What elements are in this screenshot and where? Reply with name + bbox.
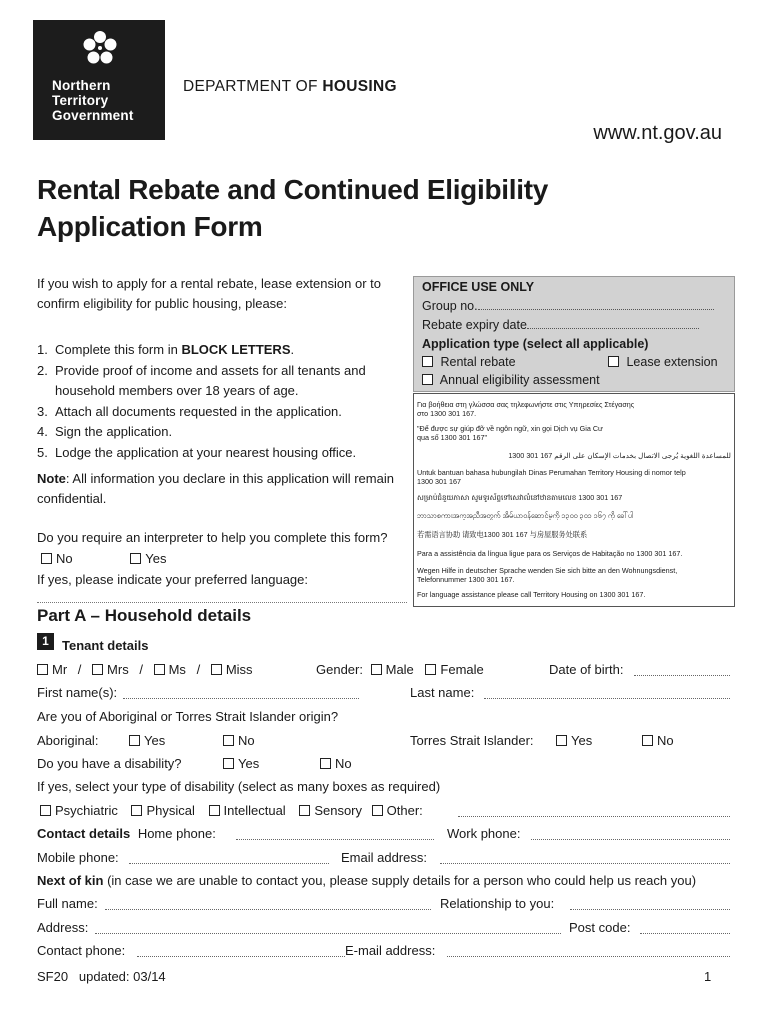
work-phone-input[interactable] <box>531 839 730 840</box>
checkbox-label: Rental rebate <box>440 355 516 369</box>
aboriginal-no-checkbox[interactable] <box>223 733 255 748</box>
next-of-kin-row <box>37 873 696 888</box>
sensory-checkbox[interactable] <box>299 803 362 818</box>
checkbox-icon[interactable] <box>131 805 142 816</box>
section-number-badge: 1 <box>37 633 54 650</box>
language-vietnamese-number: qua số 1300 301 167" <box>417 433 488 442</box>
language-burmese: ဘာသာစကားအကူအညီအတွက် အိမ်ယာဝန်ဆောင်မှုကို ၁၃၀၀ ၃၀၁ ၁၆၇ ကို ခေါ်ပါ <box>417 511 634 520</box>
separator: / <box>139 662 143 677</box>
checkbox-label: Other: <box>386 803 423 818</box>
step-number: 1. <box>37 342 48 357</box>
disability-options <box>40 803 423 818</box>
intellectual-checkbox[interactable] <box>209 803 286 818</box>
checkbox-label: Sensory <box>314 803 363 818</box>
next-of-kin-heading: Next of kin <box>37 873 104 888</box>
step-bold-text: BLOCK LETTERS <box>181 342 291 357</box>
gender-male-checkbox[interactable] <box>371 662 414 677</box>
checkbox-label: Annual eligibility assessment <box>439 373 600 387</box>
step-text: . <box>290 342 295 357</box>
form-title <box>37 171 548 245</box>
interpreter-yes-checkbox[interactable] <box>130 551 166 566</box>
checkbox-icon[interactable] <box>299 805 310 816</box>
checkbox-icon[interactable] <box>425 664 436 675</box>
department-bold: HOUSING <box>322 78 397 95</box>
checkbox-icon[interactable] <box>422 374 433 385</box>
checkbox-icon[interactable] <box>320 758 331 769</box>
home-phone-label: Home phone: <box>137 826 216 841</box>
flower-emblem-icon <box>82 30 118 66</box>
checkbox-icon[interactable] <box>642 735 653 746</box>
checkbox-label: Lease extension <box>626 355 718 369</box>
office-use-box <box>413 276 735 392</box>
language-khmer: សម្រាប់ជំនួយភាសា សូមទូរស័ព្ទទៅសេវាលំនៅឋានតាមលេខ 1300 301 167 <box>417 493 623 502</box>
step-1 <box>37 340 407 361</box>
mobile-phone-input[interactable] <box>129 863 329 864</box>
step-number: 2. <box>37 362 48 378</box>
annual-assessment-checkbox[interactable] <box>422 373 600 387</box>
rebate-expiry-label: Rebate expiry date <box>422 318 527 332</box>
checkbox-icon[interactable] <box>608 356 619 367</box>
group-no-label: Group no. <box>422 299 478 313</box>
title-options <box>37 662 253 677</box>
department-prefix: DEPARTMENT OF <box>183 78 318 95</box>
checkbox-label: Mr <box>52 662 68 677</box>
step-3 <box>37 402 407 423</box>
disability-type-instruction: If yes, select your type of disability (select as many boxes as required) <box>37 779 441 794</box>
relationship-input[interactable] <box>570 909 730 910</box>
home-phone-input[interactable] <box>236 839 434 840</box>
step-number: 5. <box>37 444 48 460</box>
checkbox-icon[interactable] <box>422 356 433 367</box>
checkbox-icon[interactable] <box>41 553 52 564</box>
language-portuguese: Para a assistência da língua ligue para os Serviços de Habitação no 1300 301 167. <box>417 549 683 558</box>
nt-government-logo <box>33 20 165 140</box>
checkbox-label: Yes <box>571 733 593 748</box>
form-title-line2: Application Form <box>37 211 263 242</box>
first-names-input[interactable] <box>123 698 359 699</box>
logo-text-line3: Government <box>52 108 134 123</box>
torres-strait-label: Torres Strait Islander: <box>410 733 534 748</box>
checkbox-label: No <box>56 551 73 566</box>
kin-address-input[interactable] <box>95 933 561 934</box>
mobile-phone-label: Mobile phone: <box>37 850 119 865</box>
title-mrs-checkbox[interactable] <box>92 662 129 677</box>
language-greek: Για βοήθεια στη γλώσσα σας τηλεφωνήστε στις Υπηρεσίες Στέγασης <box>417 400 635 409</box>
checkbox-label: Yes <box>144 733 166 748</box>
checkbox-icon[interactable] <box>371 664 382 675</box>
kin-address-label: Address: <box>37 920 89 935</box>
kin-full-name-label: Full name: <box>37 896 98 911</box>
language-assistance-box <box>413 393 735 607</box>
tenant-details-heading: Tenant details <box>62 638 149 653</box>
disability-question: Do you have a disability? <box>37 756 182 771</box>
language-indonesian: Untuk bantuan bahasa hubungilah Dinas Perumahan Territory Housing di nomor telp <box>417 468 686 477</box>
checkbox-label: No <box>657 733 674 748</box>
kin-contact-phone-label: Contact phone: <box>37 943 126 958</box>
step-number: 3. <box>37 403 48 419</box>
email-address-input[interactable] <box>440 863 730 864</box>
note-label: Note <box>37 471 66 486</box>
office-use-heading: OFFICE USE ONLY <box>422 280 535 294</box>
language-vietnamese: "Để được sự giúp đỡ về ngôn ngữ, xin gọi Dịch vụ Gia Cư <box>417 424 603 433</box>
checkbox-icon[interactable] <box>556 735 567 746</box>
step-text: Sign the application. <box>55 424 173 439</box>
preferred-language-prompt: If yes, please indicate your preferred language: <box>37 572 309 587</box>
logo-text-line2: Territory <box>52 93 109 108</box>
post-code-input[interactable] <box>640 933 730 934</box>
checkbox-icon[interactable] <box>129 735 140 746</box>
checkbox-label: Yes <box>145 551 167 566</box>
language-field-line[interactable] <box>37 602 407 603</box>
gender-label: Gender: <box>316 662 363 677</box>
checkbox-label: Female <box>440 662 484 677</box>
other-checkbox[interactable] <box>372 803 423 818</box>
logo-text-line1: Northern <box>52 78 111 93</box>
rebate-expiry-field[interactable] <box>422 318 699 332</box>
aboriginal-yes-checkbox[interactable] <box>129 733 165 748</box>
interpreter-question <box>37 527 407 590</box>
date-of-birth-input[interactable] <box>634 675 730 676</box>
intro-text: If you wish to apply for a rental rebate, lease extension or to confirm eligibility for public housing, please: <box>37 276 381 311</box>
department-name <box>183 78 397 96</box>
psychiatric-checkbox[interactable] <box>40 803 118 818</box>
kin-full-name-input[interactable] <box>105 909 431 910</box>
kin-email-label: E-mail address: <box>345 943 436 958</box>
checkbox-icon[interactable] <box>209 805 220 816</box>
gender-female-checkbox[interactable] <box>425 662 483 677</box>
checkbox-label: Psychiatric <box>55 803 118 818</box>
step-5 <box>37 443 407 464</box>
gender-field <box>316 662 484 677</box>
checkbox-label: Ms <box>168 662 186 677</box>
relationship-label: Relationship to you: <box>440 896 555 911</box>
kin-email-input[interactable] <box>447 956 730 957</box>
other-disability-input[interactable] <box>458 816 730 817</box>
next-of-kin-note: (in case we are unable to contact you, please supply details for a person who could help us reach you) <box>103 873 697 888</box>
checkbox-icon[interactable] <box>92 664 103 675</box>
group-no-field[interactable] <box>422 299 714 313</box>
disability-no-checkbox[interactable] <box>320 756 352 771</box>
physical-checkbox[interactable] <box>131 803 194 818</box>
checkbox-label: Yes <box>238 756 260 771</box>
step-text: Complete this form in <box>55 342 182 357</box>
step-2 <box>37 361 407 402</box>
work-phone-label: Work phone: <box>447 826 521 841</box>
checkbox-label: Male <box>385 662 414 677</box>
rebate-expiry-input[interactable] <box>527 328 699 329</box>
torres-yes-checkbox[interactable] <box>556 733 592 748</box>
post-code-label: Post code: <box>569 920 631 935</box>
contact-details-heading: Contact details <box>37 826 131 841</box>
lease-extension-checkbox[interactable] <box>608 355 718 369</box>
step-number: 4. <box>37 424 48 439</box>
checkbox-label: Physical <box>146 803 195 818</box>
separator: / <box>77 662 82 677</box>
interpreter-no-checkbox[interactable] <box>41 551 73 566</box>
checkbox-icon[interactable] <box>37 664 48 675</box>
checkbox-icon[interactable] <box>154 664 165 675</box>
note-text: : All information you declare in this application will remain confidential. <box>37 471 394 506</box>
torres-no-checkbox[interactable] <box>642 733 674 748</box>
step-4 <box>37 422 407 443</box>
contact-details-row <box>37 826 216 841</box>
step-text: Provide proof of income and assets for all tenants and household members over 18 years of age. <box>55 362 366 398</box>
language-german-number: Telefonnummer 1300 301 167. <box>417 575 515 584</box>
first-names-label: First name(s): <box>37 685 118 700</box>
title-ms-checkbox[interactable] <box>154 662 186 677</box>
checkbox-icon[interactable] <box>223 735 234 746</box>
language-english: For language assistance please call Territory Housing on 1300 301 167. <box>417 590 646 599</box>
interpreter-question-text: Do you require an interpreter to help you complete this form? <box>37 530 388 545</box>
aboriginal-label: Aboriginal: <box>37 733 99 748</box>
title-miss-checkbox[interactable] <box>211 662 253 677</box>
checkbox-label: No <box>335 756 352 771</box>
disability-yes-checkbox[interactable] <box>223 756 259 771</box>
language-arabic: للمساعدة اللغوية يُرجى الاتصال بخدمات الإسكان على الرقم 167 301 1300 <box>508 451 731 460</box>
website-url[interactable]: www.nt.gov.au <box>593 122 722 144</box>
date-of-birth-label: Date of birth: <box>549 662 624 677</box>
last-name-label: Last name: <box>410 685 475 700</box>
group-no-input[interactable] <box>478 309 714 310</box>
language-german: Wegen Hilfe in deutscher Sprache wenden Sie sich bitte an den Wohnungsdienst, <box>417 566 678 575</box>
language-greek-number: στο 1300 301 167. <box>417 409 477 418</box>
form-id-footer: SF20 updated: 03/14 <box>37 969 166 984</box>
application-type-heading: Application type (select all applicable) <box>422 337 649 351</box>
checkbox-label: Intellectual <box>223 803 286 818</box>
page-number: 1 <box>704 969 712 984</box>
step-text: Attach all documents requested in the application. <box>55 403 342 419</box>
checkbox-icon[interactable] <box>130 553 141 564</box>
checkbox-icon[interactable] <box>40 805 51 816</box>
step-text: Lodge the application at your nearest housing office. <box>55 444 357 460</box>
last-name-input[interactable] <box>484 698 730 699</box>
checkbox-icon[interactable] <box>223 758 234 769</box>
language-indonesian-number: 1300 301 167 <box>417 477 461 486</box>
checkbox-label: Mrs <box>107 662 129 677</box>
checkbox-label: Miss <box>225 662 253 677</box>
rental-rebate-checkbox[interactable] <box>422 355 516 369</box>
form-title-line1: Rental Rebate and Continued Eligibility <box>37 174 549 205</box>
instruction-steps <box>37 340 407 463</box>
title-mr-checkbox[interactable] <box>37 662 67 677</box>
checkbox-icon[interactable] <box>372 805 383 816</box>
part-a-heading: Part A – Household details <box>37 606 252 625</box>
email-address-label: Email address: <box>341 850 427 865</box>
checkbox-label: No <box>238 733 255 748</box>
kin-contact-phone-input[interactable] <box>137 956 345 957</box>
language-chinese: 若需语言协助 请致电1300 301 167 与房屋服务处联系 <box>417 530 588 539</box>
confidentiality-note <box>37 469 407 509</box>
aboriginal-question: Are you of Aboriginal or Torres Strait Islander origin? <box>37 709 339 724</box>
separator: / <box>196 662 201 677</box>
checkbox-icon[interactable] <box>211 664 222 675</box>
